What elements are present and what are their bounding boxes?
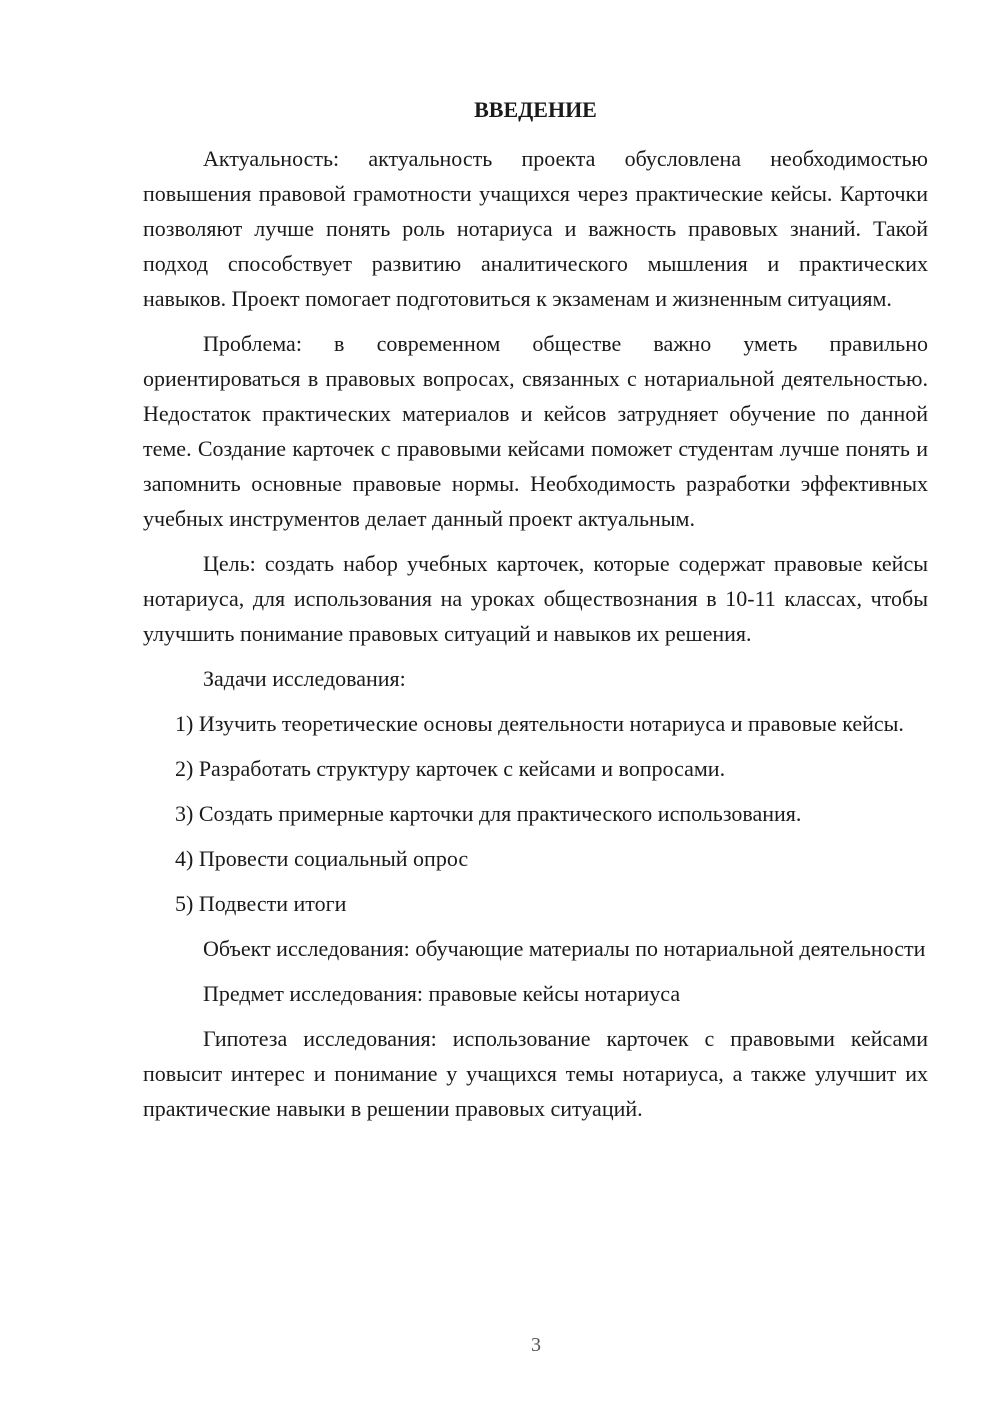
research-subject-paragraph: Предмет исследования: правовые кейсы нотариуса [203,981,681,1006]
research-object-paragraph: Объект исследования: обучающие материалы по нотариальной деятельности [203,936,926,961]
task-item: 4) Провести социальный опрос [175,846,469,871]
goal-paragraph: Цель: создать набор учебных карточек, которые содержат правовые кейсы нотариуса, для использования на уроках обществознания в 10-11 классах, чтобы улучшить понимание правовых ситуаций и навыков их решения. [143,551,928,646]
page-title: ВВЕДЕНИЕ [474,97,597,122]
page-number: 3 [531,1334,541,1356]
task-item: 2) Разработать структуру карточек с кейсами и вопросами. [175,756,726,781]
relevance-paragraph: Актуальность: актуальность проекта обусловлена необходимостью повышения правовой грамотности учащихся через практические кейсы. Карточки позволяют лучше понять роль нотариуса и важность правовых знаний. Такой подход способствует развитию аналитического мышления и практических навыков. Проект помогает подготовиться к экзаменам и жизненным ситуациям. [143,146,928,311]
document-page [143,92,928,1126]
tasks-heading: Задачи исследования: [203,666,406,691]
problem-paragraph: Проблема: в современном обществе важно уметь правильно ориентироваться в правовых вопросах, связанных с нотариальной деятельностью. Недостаток практических материалов и кейсов затрудняет обучение по данной теме. Создание карточек с правовыми кейсами поможет студентам лучше понять и запомнить основные правовые нормы. Необходимость разработки эффективных учебных инструментов делает данный проект актуальным. [143,331,928,531]
task-item: 3) Создать примерные карточки для практического использования. [175,801,802,826]
hypothesis-paragraph: Гипотеза исследования: использование карточек с правовыми кейсами повысит интерес и понимание у учащихся темы нотариуса, а также улучшит их практические навыки в решении правовых ситуаций. [143,1026,928,1121]
task-item: 1) Изучить теоретические основы деятельности нотариуса и правовые кейсы. [175,711,904,736]
task-item: 5) Подвести итоги [175,891,347,916]
